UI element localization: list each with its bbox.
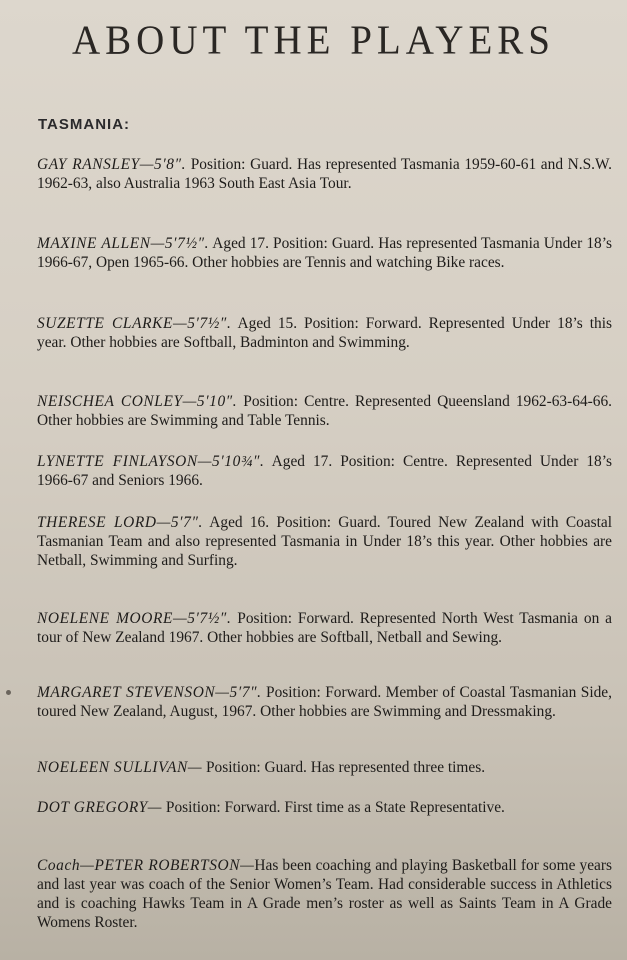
page-speck [6,690,11,695]
player-description: Aged 16. Position: Guard. Toured New Zealand with Coastal Tasmanian Team and also represented Tasmania in Under 18’s this year. Other hobbies are Netball, Swimming and Surfing. [37,514,613,569]
player-entry [37,798,612,817]
player-description: Position: Centre. Represented Queensland 1962-63-64-66. Other hobbies are Swimming and Table Tennis. [37,393,613,429]
coach-description: Has been coaching and playing Basketball for some years and last year was coach of the Senior Women’s Team. Had considerable success in Athletics and is coaching Hawks Team in A Grade men’s roster as well as Saints Team in A Grade Womens Roster. [37,857,612,931]
player-description: Position: Forward. Represented North West Tasmania on a tour of New Zealand 1967. Other hobbies are Softball, Netball and Sewing. [37,610,612,646]
player-description: Position: Forward. First time as a State Representative. [162,799,505,816]
player-name: NOELEEN SULLIVAN— [37,759,203,776]
player-description: Aged 17. Position: Centre. Represented Under 18’s 1966-67 and Seniors 1966. [37,453,613,489]
player-name: NEISCHEA CONLEY—5′10″. [37,393,238,410]
player-entry [37,513,612,570]
player-name: NOELENE MOORE—5′7½″. [37,610,232,627]
player-description: Position: Guard. Has represented Tasmania 1959-60-61 and N.S.W. 1962-63, also Australia 1963 South East Asia Tour. [37,156,612,192]
section-heading: TASMANIA: [38,116,131,133]
player-name: GAY RANSLEY—5′8″. [37,156,187,173]
player-entry [37,452,612,490]
player-description: Position: Guard. Has represented three times. [202,759,486,776]
coach-name: Coach—PETER ROBERTSON— [37,857,255,874]
player-name: MAXINE ALLEN—5′7½″. [37,235,210,252]
player-name: DOT GREGORY— [37,799,163,816]
player-entry [37,609,612,647]
coach-entry [37,856,612,932]
page-title: ABOUT THE PLAYERS [71,17,556,64]
player-name: THERESE LORD—5′7″. [37,514,203,531]
player-description: Position: Forward. Member of Coastal Tasmanian Side, toured New Zealand, August, 1967. Other hobbies are Swimming and Dressmaking. [37,684,612,720]
player-name: SUZETTE CLARKE—5′7½″. [37,315,232,332]
player-entry [37,314,612,352]
player-name: LYNETTE FINLAYSON—5′10¾″. [37,453,265,470]
player-description: Aged 17. Position: Guard. Has represented Tasmania Under 18’s 1966-67, Open 1965-66. Other hobbies are Tennis and watching Bike races. [37,235,612,271]
player-entry [37,392,612,430]
player-entry [37,758,612,777]
player-entry [37,683,612,721]
player-entry [37,234,612,272]
player-entry [37,155,612,193]
player-description: Aged 15. Position: Forward. Represented Under 18’s this year. Other hobbies are Softball, Badminton and Swimming. [37,315,612,351]
player-name: MARGARET STEVENSON—5′7″. [37,684,262,701]
